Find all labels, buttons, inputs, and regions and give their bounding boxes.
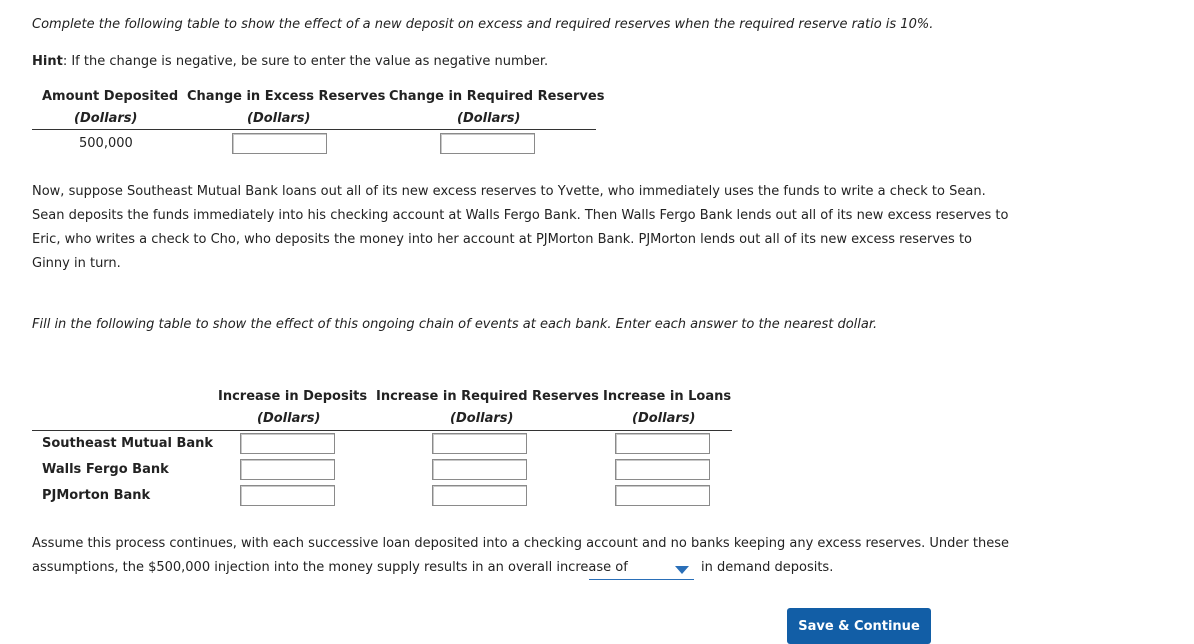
excess-reserves-input[interactable]: [232, 133, 327, 154]
loans-input[interactable]: [615, 485, 710, 506]
bank-name: Southeast Mutual Bank: [42, 436, 214, 451]
header-amount-deposited-unit: (Dollars): [74, 111, 138, 126]
header-increase-loans-unit: (Dollars): [632, 411, 696, 426]
bank-name: Walls Fergo Bank: [42, 462, 169, 477]
header-change-required-reserves-unit: (Dollars): [457, 111, 521, 126]
loans-input[interactable]: [615, 433, 710, 454]
deposits-input[interactable]: [240, 459, 335, 480]
hint-body: : If the change is negative, be sure to enter the value as negative number.: [62, 54, 549, 69]
bank-name: PJMorton Bank: [42, 488, 151, 503]
header-change-excess-reserves-unit: (Dollars): [247, 111, 311, 126]
demand-deposits-dropdown[interactable]: [589, 560, 694, 580]
scenario-line: Ginny in turn.: [32, 256, 121, 271]
hint-label: Hint: [32, 54, 63, 69]
deposits-input[interactable]: [240, 433, 335, 454]
chain-instruction-text: Fill in the following table to show the effect of this ongoing chain of events at each bank. Enter each answer to the nearest dollar.: [32, 317, 878, 332]
amount-deposited-value: 500,000: [79, 136, 133, 151]
chevron-down-icon: [675, 566, 689, 574]
header-change-excess-reserves: Change in Excess Reserves: [187, 89, 386, 104]
table-divider: [32, 129, 596, 130]
hint-text: [32, 54, 548, 69]
conclusion-before-dropdown: assumptions, the $500,000 injection into the money supply results in an overall increase of: [32, 560, 628, 575]
loans-input[interactable]: [615, 459, 710, 480]
table-divider: [32, 430, 732, 431]
header-increase-deposits-unit: (Dollars): [257, 411, 321, 426]
scenario-line: Eric, who writes a check to Cho, who deposits the money into her account at PJMorton Bank. PJMorton lends out all of its new excess reserves to: [32, 232, 972, 247]
conclusion-line: Assume this process continues, with each successive loan deposited into a checking account and no banks keeping any excess reserves. Under these: [32, 536, 1009, 551]
header-increase-loans: Increase in Loans: [603, 389, 732, 404]
required-reserves-input[interactable]: [432, 485, 527, 506]
header-change-required-reserves: Change in Required Reserves: [389, 89, 605, 104]
header-amount-deposited: Amount Deposited: [42, 89, 179, 104]
header-increase-required-reserves: Increase in Required Reserves: [376, 389, 599, 404]
required-reserves-input[interactable]: [432, 433, 527, 454]
header-increase-deposits: Increase in Deposits: [218, 389, 368, 404]
required-reserves-input[interactable]: [440, 133, 535, 154]
save-continue-button[interactable]: Save & Continue: [787, 608, 931, 644]
deposits-input[interactable]: [240, 485, 335, 506]
required-reserves-input[interactable]: [432, 459, 527, 480]
header-increase-required-reserves-unit: (Dollars): [450, 411, 514, 426]
conclusion-after-dropdown: in demand deposits.: [701, 560, 834, 575]
scenario-line: Now, suppose Southeast Mutual Bank loans out all of its new excess reserves to Yvette, who immediately uses the funds to write a check to Sean.: [32, 184, 986, 199]
scenario-line: Sean deposits the funds immediately into his checking account at Walls Fergo Bank. Then Walls Fergo Bank lends out all of its new excess reserves to: [32, 208, 1009, 223]
instruction-text: Complete the following table to show the effect of a new deposit on excess and required reserves when the required reserve ratio is 10%.: [32, 17, 934, 32]
